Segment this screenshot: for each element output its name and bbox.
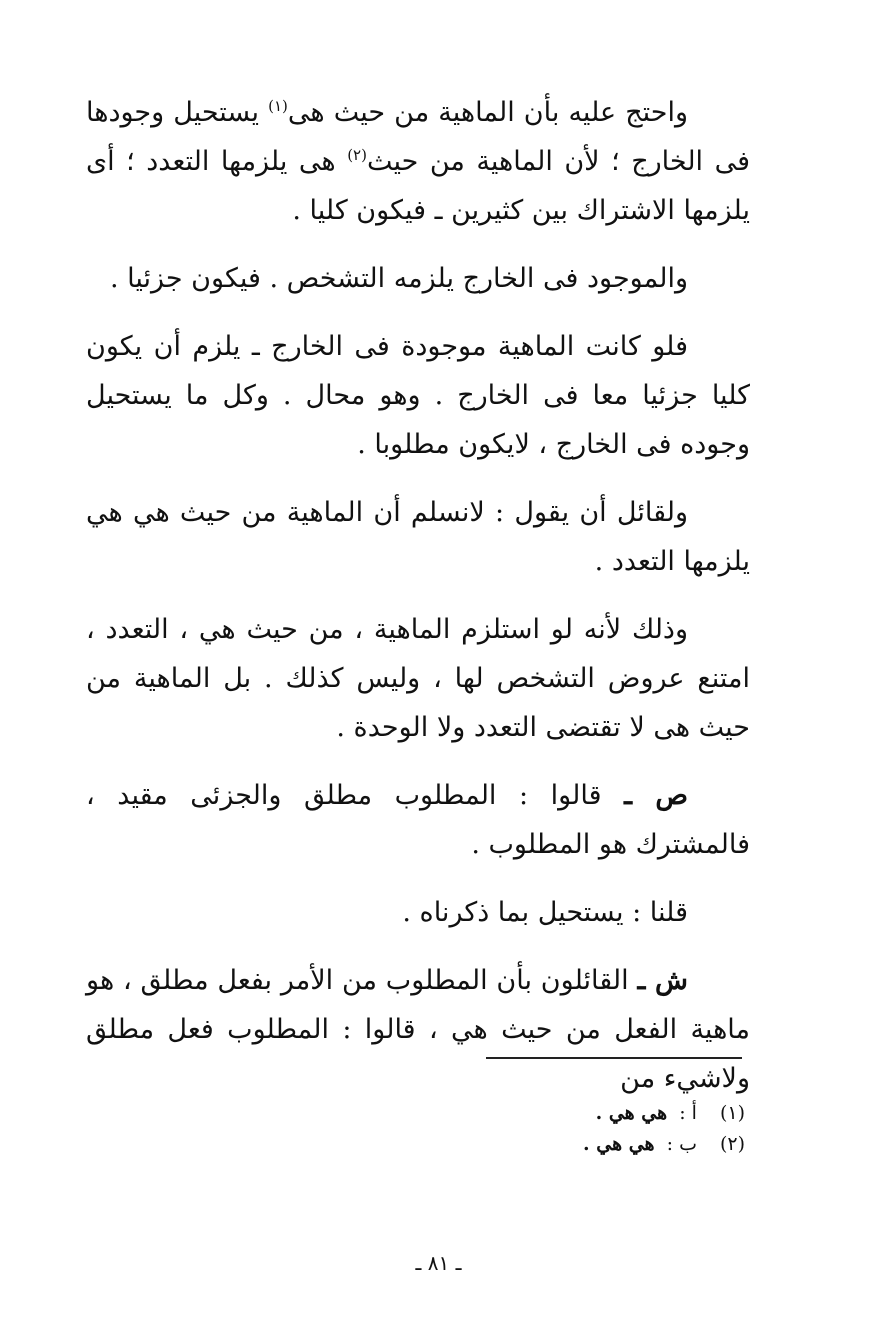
paragraph-7: قلنا : يستحيل بما ذكرناه . [402, 897, 688, 928]
footnote-text: هي هي . [595, 1102, 668, 1124]
paragraph-3: فلو كانت الماهية موجودة فى الخارج ـ يلزم أن يكون كليا جزئيا معا فى الخارج . وهو محال . وكل ما يستحيل وجوده فى الخارج ، لايكون مطلوبا . [86, 331, 750, 460]
paragraph-8: ش ـ القائلون بأن المطلوب من الأمر بفعل مطلق ، هو ماهية الفعل من حيث هي ، قالوا : المطلوب فعل مطلق ولاشيء من [86, 965, 750, 1094]
footnote-2 [400, 1129, 745, 1160]
footnote-text: هي هي . [583, 1133, 655, 1155]
footnote-number: (٢) [719, 1133, 745, 1155]
paragraph-6: ص ـ قالوا : المطلوب مطلق والجزئى مقيد ، فالمشترك هو المطلوب . [86, 780, 750, 860]
footnote-manuscript: ب : [666, 1133, 697, 1155]
paragraph-2: والموجود فى الخارج يلزمه التشخص . فيكون جزئيا . [109, 263, 688, 294]
footnote-1 [400, 1098, 745, 1129]
paragraph-lead-sad: ص ـ [624, 780, 689, 811]
paragraph-lead-shin: ش ـ [637, 965, 688, 996]
paragraph-4: ولقائل أن يقول : لانسلم أن الماهية من حيث هي هي يلزمها التعدد . [86, 497, 750, 577]
page-number: ـ ٨١ ـ [415, 1251, 462, 1275]
body-text [86, 88, 750, 1103]
footnote-ref-1: (١) [268, 97, 288, 115]
paragraph-5: وذلك لأنه لو استلزم الماهية ، من حيث هي ، التعدد ، امتنع عروض التشخص لها ، وليس كذلك . بل الماهية من حيث هى لا تقتضى التعدد ولا الوحدة . [86, 614, 750, 743]
footnote-number: (١) [719, 1102, 745, 1124]
footnotes [400, 1098, 745, 1160]
footnote-divider [486, 1057, 742, 1059]
footnote-manuscript: أ : [679, 1102, 697, 1124]
footnote-ref-2: (٢) [347, 146, 367, 164]
paragraph-1: واحتج عليه بأن الماهية من حيث هى$^{(١)}$ يستحيل وجودها فى الخارج ؛ لأن الماهية من حيث$^{(٢)}$ هى يلزمها التعدد ؛ أى يلزمها الاشتراك بين كثيرين ـ فيكون كليا . [86, 97, 750, 226]
